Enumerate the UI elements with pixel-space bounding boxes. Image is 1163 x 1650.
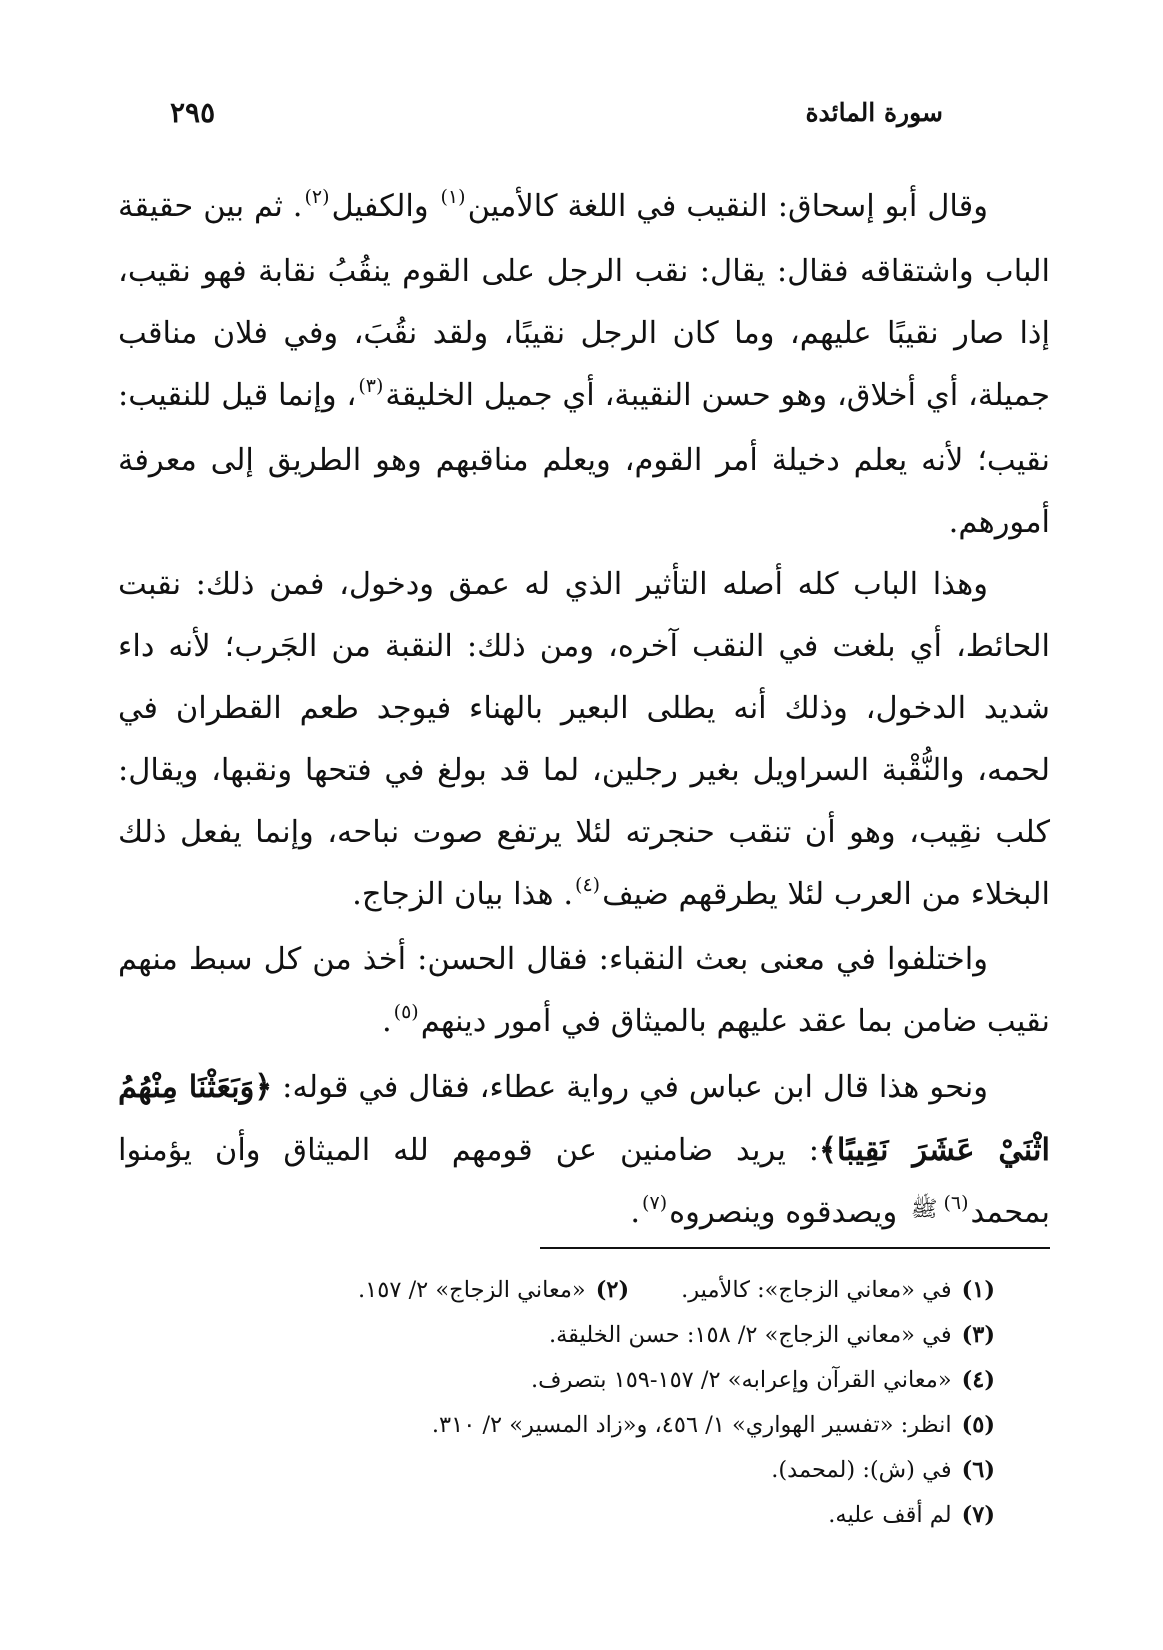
text-segment: . هذا بيان الزجاج. xyxy=(352,877,574,912)
footnote-line xyxy=(118,1448,995,1493)
paragraph-1 xyxy=(118,176,1050,554)
footnote-ref-5: (٥) xyxy=(393,1001,419,1023)
footnote-number: (١) xyxy=(961,1277,995,1303)
paragraph-3 xyxy=(118,929,1050,1056)
text-segment: ونحو هذا قال ابن عباس في رواية عطاء، فقال في قوله: xyxy=(272,1070,988,1105)
footnote-ref-3: (٣) xyxy=(358,375,384,397)
footnote-number: (٦) xyxy=(961,1457,995,1483)
footnote-number: (٧) xyxy=(961,1502,995,1528)
footnote-ref-4: (٤) xyxy=(575,874,601,896)
text-segment: : يريد ضامنين عن قومهم لله الميثاق وأن يؤمنوا بمحمد xyxy=(118,1133,1050,1230)
footnote-text: في «معاني الزجاج» ٢/ ١٥٨: حسن الخليقة. xyxy=(548,1322,952,1348)
footnote-number: (٢) xyxy=(595,1277,630,1303)
text-segment: واختلفوا في معنى بعث النقباء: فقال الحسن: أخذ من كل سبط منهم نقيب ضامن بما عقد عليهم بالميثاق في أمور دينهم xyxy=(118,942,1050,1039)
paragraph-4 xyxy=(118,1056,1050,1247)
footnote-text: «معاني الزجاج» ٢/ ١٥٧. xyxy=(358,1277,586,1303)
text-segment: وهذا الباب كله أصله التأثير الذي له عمق ودخول، فمن ذلك: نقبت الحائط، أي بلغت في النقب آخره، ومن ذلك: النقبة من الجَرب؛ لأنه داء شديد الدخول، وذلك أنه يطلى البعير بالهناء فيوجد طعم القطران في لحمه، والنُّقْبة السراويل بغير رجلين، لما قد بولغ في فتحها ونقبها، ويقال: كلب نقِيب، وهو أن تنقب حنجرته لئلا يرتفع صوت نباحه، وإنما يفعل ذلك البخلاء من العرب لئلا يطرقهم ضيف xyxy=(118,567,1050,912)
text-segment: والكفيل xyxy=(331,189,439,224)
footnote-text: انظر: «تفسير الهواري» ١/ ٤٥٦، و«زاد المسير» ٢/ ٣١٠. xyxy=(431,1412,952,1438)
paragraph-2 xyxy=(118,554,1050,929)
text-segment: ، وإنما قيل للنقيب: نقيب؛ لأنه يعلم دخيلة أمر القوم، ويعلم مناقبهم وهو الطريق إلى معرفة أمورهم. xyxy=(118,378,1050,540)
page-header xyxy=(170,92,943,132)
quran-verse: ﴿وَبَعَثْنَا مِنْهُمُ اثْنَيْ عَشَرَ نَقِيبًا﴾ xyxy=(118,1069,1050,1168)
footnote-text: في (ش): (لمحمد). xyxy=(771,1457,952,1483)
footnote-line xyxy=(118,1313,995,1358)
text-segment: ويصدقوه وينصروه xyxy=(669,1195,907,1230)
footnotes xyxy=(118,1268,995,1538)
footnote-text: لم أقف عليه. xyxy=(828,1502,952,1528)
footnote-ref-6: (٦) xyxy=(943,1192,969,1214)
footnote-line xyxy=(118,1403,995,1448)
text-segment: . xyxy=(381,1004,392,1039)
footnote-number: (٣) xyxy=(961,1322,995,1348)
footnote-number: (٥) xyxy=(961,1412,995,1438)
text-segment: وقال أبو إسحاق: النقيب في اللغة كالأمين xyxy=(467,189,988,224)
footnote-ref-1: (١) xyxy=(440,186,466,208)
footnote-text: في «معاني الزجاج»: كالأمير. xyxy=(681,1277,952,1303)
footnote-ref-7: (٧) xyxy=(642,1192,668,1214)
footnote-ref-2: (٢) xyxy=(304,186,330,208)
footnote-line xyxy=(118,1358,995,1403)
page-number: ٢٩٥ xyxy=(170,95,216,129)
footnote-separator xyxy=(540,1247,1050,1249)
footnote-number: (٤) xyxy=(961,1367,995,1393)
running-title: سورة المائدة xyxy=(805,97,943,127)
honorific-glyph: ﷺ xyxy=(910,1197,938,1222)
footnote-text: «معاني القرآن وإعرابه» ٢/ ١٥٧-١٥٩ بتصرف. xyxy=(531,1367,952,1393)
footnote-line xyxy=(118,1493,995,1538)
text-segment: . xyxy=(630,1195,641,1230)
main-text xyxy=(118,176,1050,1247)
footnote-line xyxy=(118,1268,995,1313)
text-segment: . ثم بين حقيقة الباب واشتقاقه فقال: يقال: نقب الرجل على القوم ينقُبُ نقابة فهو نقيب، إذا صار نقيبًا عليهم، وما كان الرجل نقيبًا، ولقد نقُبَ، وفي فلان مناقب جميلة، أي أخلاق، وهو حسن النقيبة، أي جميل الخليقة xyxy=(118,189,1050,413)
